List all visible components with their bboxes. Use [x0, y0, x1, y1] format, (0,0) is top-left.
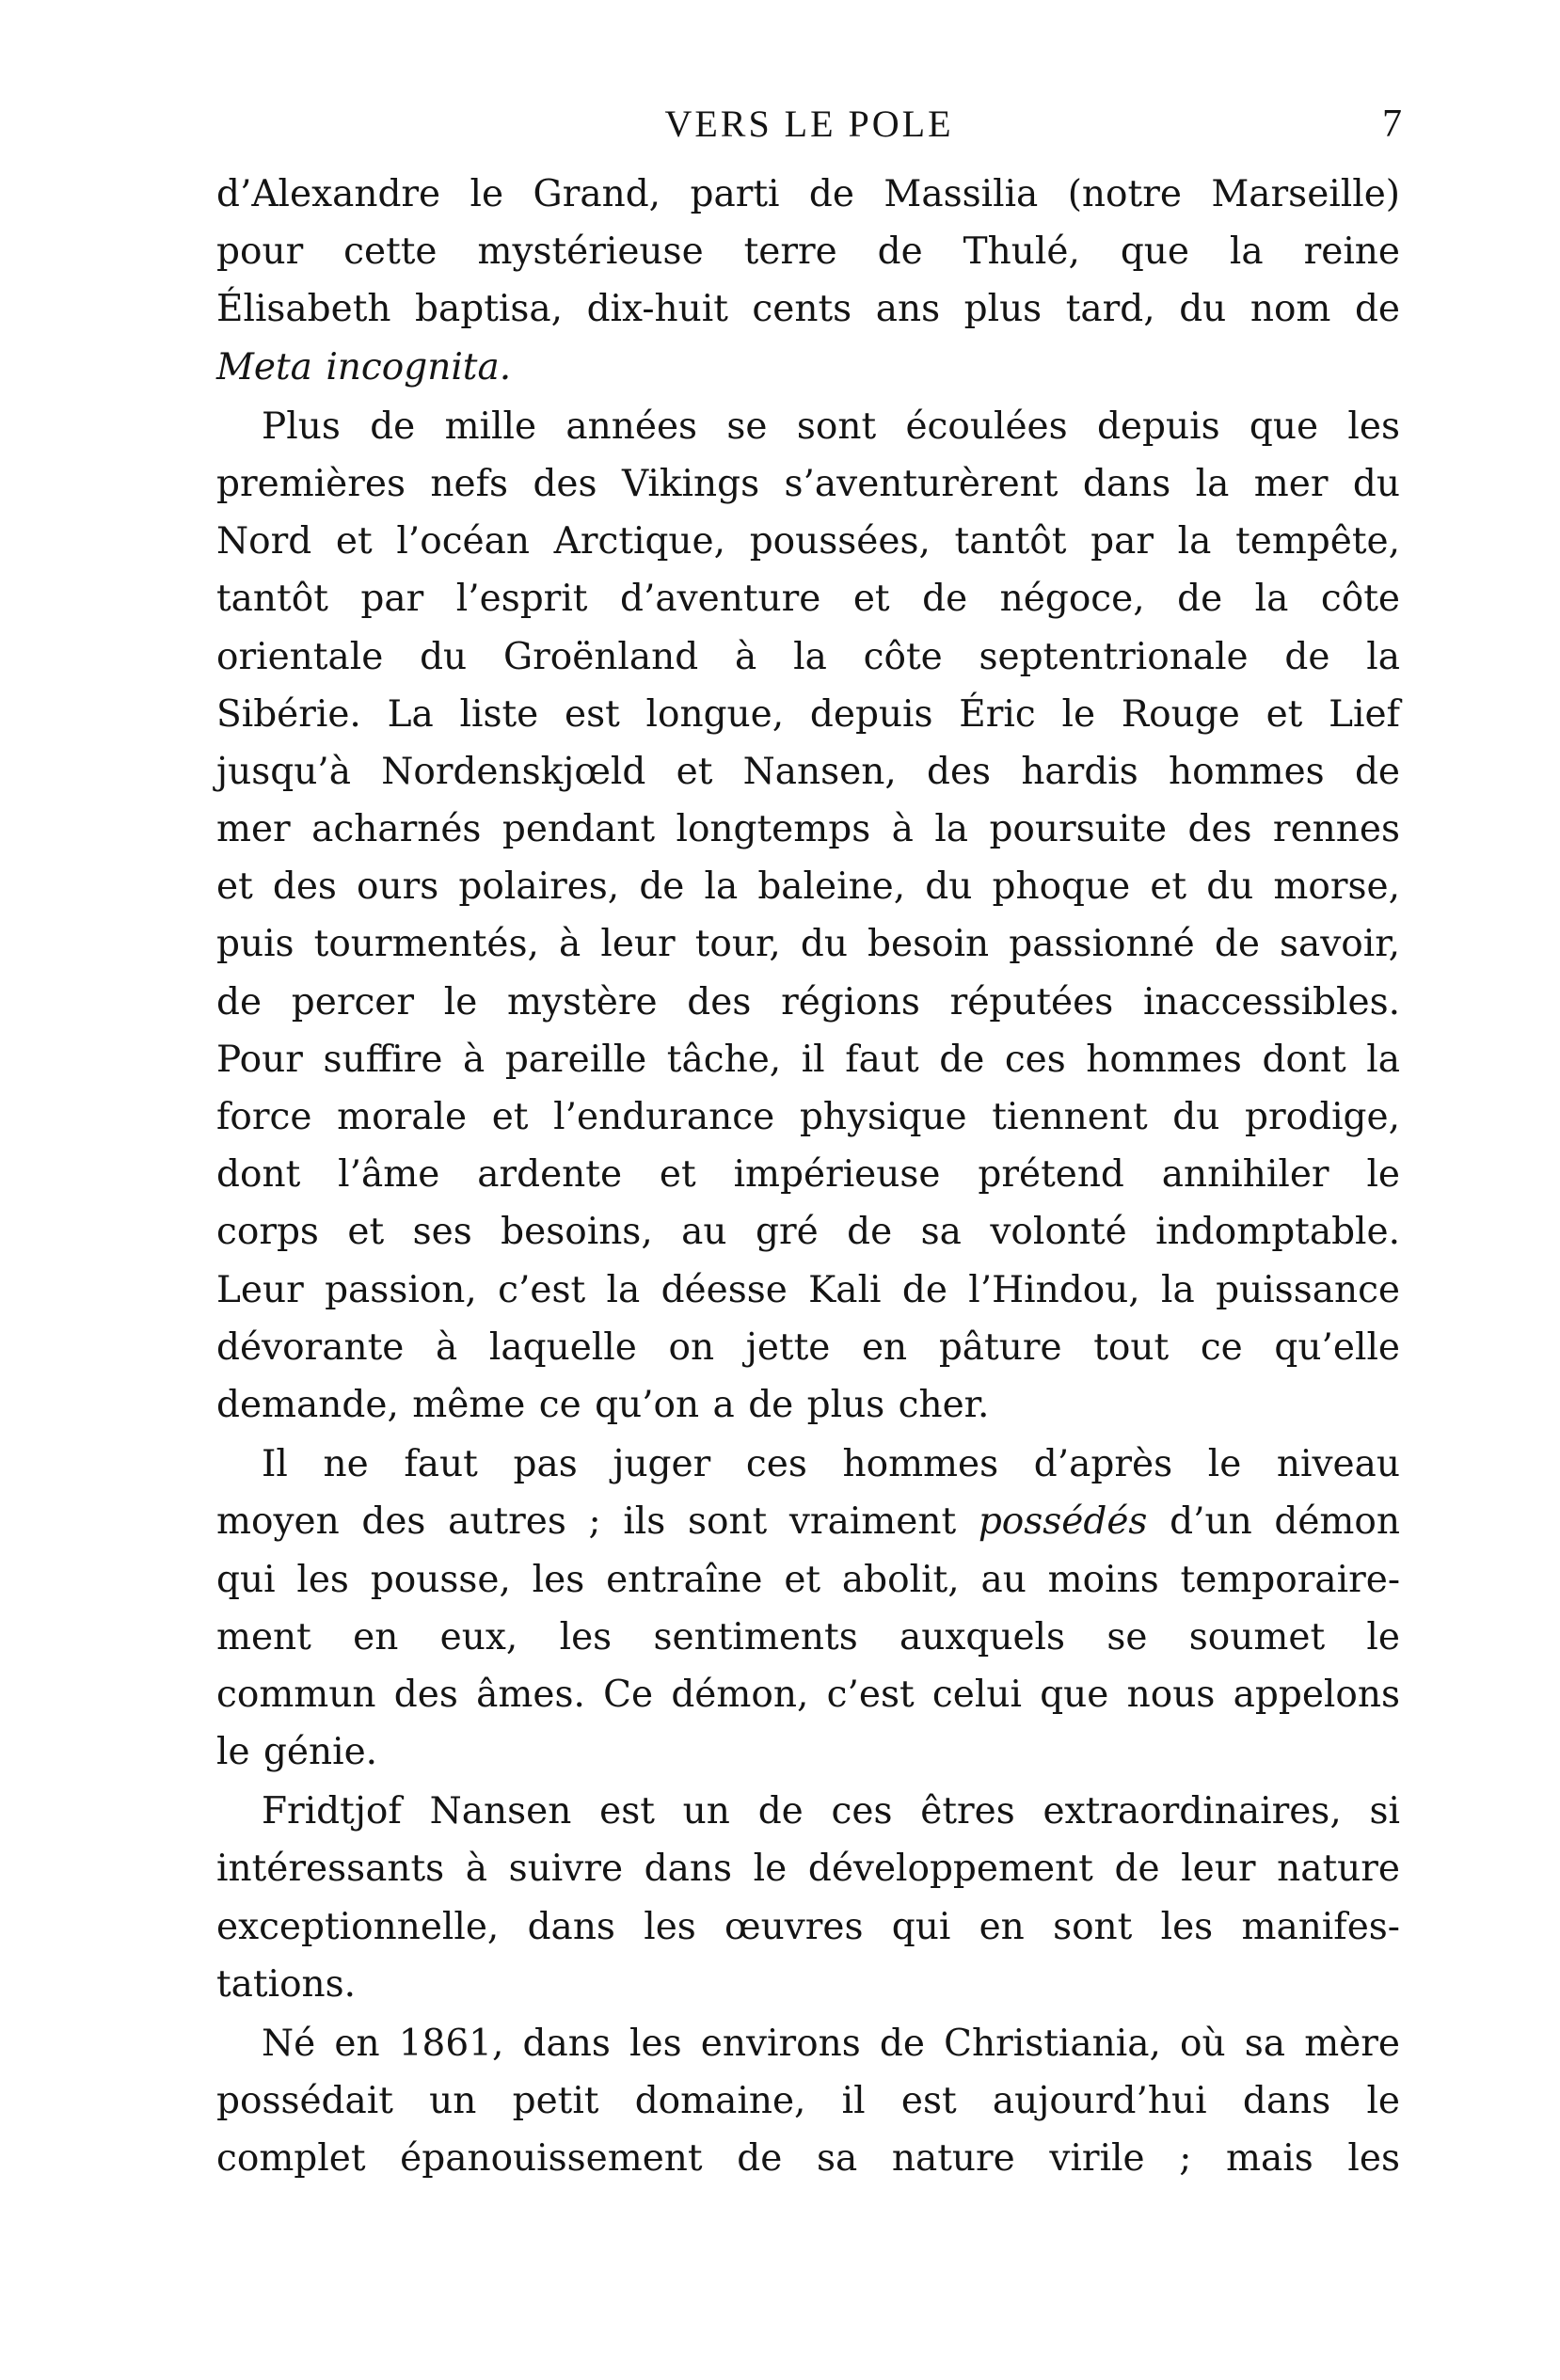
text-line: Nord et l’océan Arctique, poussées, tantôt par la tempête,	[216, 520, 1400, 563]
text-line: tations.	[216, 1962, 357, 2006]
text-line: dont l’âme ardente et impérieuse prétend annihiler le	[216, 1153, 1400, 1197]
text-line: Élisabeth baptisa, dix-huit cents ans plus tard, du nom de	[216, 288, 1400, 331]
text-line: ment en eux, les sentiments auxquels se soumet le	[216, 1615, 1400, 1658]
text-line: Fridtjof Nansen est un de ces êtres extraordinaires, si	[262, 1790, 1400, 1833]
text-line: puis tourmentés, à leur tour, du besoin passionné de savoir,	[216, 923, 1400, 966]
text-line: le génie.	[216, 1731, 378, 1774]
text-line: jusqu’à Nordenskjœld et Nansen, des hardis hommes de	[216, 750, 1400, 793]
text-line: force morale et l’endurance physique tiennent du prodige,	[216, 1096, 1400, 1138]
text-line: Leur passion, c’est la déesse Kali de l’Hindou, la puissance	[216, 1268, 1400, 1311]
text-line: d’Alexandre le Grand, parti de Massilia (notre Marseille)	[216, 173, 1400, 215]
text-line: exceptionnelle, dans les œuvres qui en sont les manifes-	[216, 1905, 1400, 1948]
text-line: orientale du Groënland à la côte septentrionale de la	[216, 635, 1400, 678]
text-line: possédait un petit domaine, il est aujourd’hui dans le	[216, 2080, 1400, 2123]
text-line: qui les pousse, les entraîne et abolit, au moins temporaire-	[216, 1558, 1400, 1601]
text-line: pour cette mystérieuse terre de Thulé, que la reine	[216, 230, 1400, 274]
text-line: corps et ses besoins, au gré de sa volonté indomptable.	[216, 1211, 1400, 1254]
text-line: Meta incognita.	[216, 345, 512, 389]
text-line: dévorante à laquelle on jette en pâture tout ce qu’elle	[216, 1325, 1400, 1369]
text-line: Pour suffire à pareille tâche, il faut de ces hommes dont la	[216, 1038, 1400, 1081]
text-line: mer acharnés pendant longtemps à la poursuite des rennes	[216, 808, 1400, 851]
running-title: VERS LE POLE	[664, 103, 954, 145]
text-line: commun des âmes. Ce démon, c’est celui que nous appelons	[216, 1673, 1400, 1716]
text-line: tantôt par l’esprit d’aventure et de négoce, de la côte	[216, 578, 1400, 621]
text-line: premières nefs des Vikings s’aventurèrent dans la mer du	[216, 462, 1400, 505]
body-text	[216, 167, 1400, 2186]
text-line: de percer le mystère des régions réputées inaccessibles.	[216, 980, 1400, 1023]
text-line: intéressants à suivre dans le développement de leur nature	[216, 1848, 1400, 1891]
text-line: demande, même ce qu’on a de plus cher.	[216, 1383, 990, 1426]
text-line: Plus de mille années se sont écoulées depuis que les	[262, 405, 1400, 448]
text-line: Il ne faut pas juger ces hommes d’après le niveau	[262, 1443, 1400, 1486]
text-line: moyen des autres ; ils sont vraiment possédés d’un démon	[216, 1500, 1400, 1544]
text-line: complet épanouissement de sa nature virile ; mais les	[216, 2137, 1400, 2181]
text-line: et des ours polaires, de la baleine, du phoque et du morse,	[216, 865, 1400, 909]
page-number: 7	[1382, 103, 1402, 146]
text-line: Sibérie. La liste est longue, depuis Éric le Rouge et Lief	[216, 692, 1400, 736]
text-line: Né en 1861, dans les environs de Christiania, où sa mère	[262, 2023, 1400, 2065]
running-head	[216, 96, 1402, 152]
